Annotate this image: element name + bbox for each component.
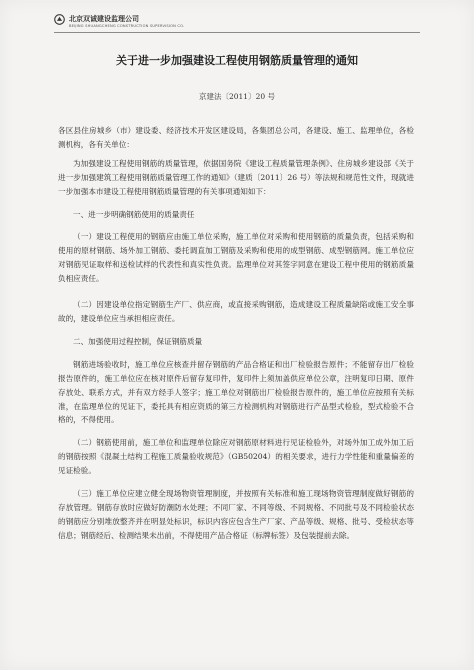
section-heading-2: 二、加强使用过程控制，保证钢筋质量	[73, 336, 203, 346]
section-1-item-2: （二）因建设单位指定钢筋生产厂、供应商，或直接采购钢筋，造成建设工程质量缺陷或施工安全事故的，建设单位应当承担相应责任。	[58, 300, 414, 323]
salutation: 各区县住房城乡（市）建设委、经济技术开发区建设局，各集团总公司，各建设、施工、监理单位，各检测机构，各有关单位：	[58, 126, 414, 149]
section-heading-1: 一、进一步明确钢筋使用的质量责任	[73, 209, 195, 219]
header-divider	[54, 32, 420, 33]
intro-paragraph: 为加强建设工程使用钢筋的质量管理，依据国务院《建设工程质量管理条例》、住房城乡建设部《关于进一步加强建筑工程使用钢筋质量管理工作的通知》（建质〔2011〕26 号）等法规和规范性文件，现就进一步加强本市建设工程使用钢筋质量管理的有关事项通知如下：	[58, 158, 414, 196]
document-body	[58, 124, 414, 543]
company-logo-icon	[54, 14, 65, 25]
company-name: 北京双诚建设监理公司	[69, 15, 139, 23]
section-1-item-1: （一）建设工程使用的钢筋应由施工单位采购，施工单位对采购和使用钢筋的质量负责，包括采购和使用的原材钢筋、场外加工钢筋、委托调直加工钢筋及采购和使用的成型钢筋、成型钢筋网。施工单位应对钢筋见证取样和送检试样的代表性和真实性负责。监理单位对其签字同意在建设工程中使用的钢筋质量负相应责任。	[58, 232, 414, 284]
document-title: 关于进一步加强建设工程使用钢筋质量管理的通知	[116, 54, 358, 67]
document-number: 京建法〔2011〕20 号	[198, 92, 275, 101]
company-name-english: BEIJING SHUANGCHENG CONSTRUCTION SUPERVISION CO.	[69, 24, 185, 28]
section-2-item-1: 钢筋进场验收时，施工单位应核查并留存钢筋的产品合格证和出厂检验报告原件；不能留存出厂检验报告原件的，施工单位应在核对原件后留存复印件，复印件上须加盖供应单位公章，注明复印日期、原件存放处、联系方式，并有双方经手人签字；施工单位对钢筋出厂检验报告原件的，施工单位应按照有关标准，在监理单位的见证下，委托具有相应资质的第三方检测机构对钢筋进行产品型式检验，型式检验不合格的，不得使用。	[58, 359, 414, 425]
section-2-item-3: （三）施工单位应建立健全现场物资管理制度，并按照有关标准和施工现场物资管理制度做好钢筋的存放管理。钢筋存放时应做好防潮防水处理；不同厂家、不同等级、不同规格、不同批号及不同检验状态的钢筋应分别堆放整齐并在明显处标识，标识内容应包含生产厂家、产品等级、规格、批号、受检状态等信息；钢筋经后、检测结果未出前，不得使用产品合格证（标牌标签）及包装提前去除。	[58, 489, 414, 540]
section-2-item-2: （二）钢筋使用前，施工单位和监理单位除应对钢筋原材料进行见证检验外，对场外加工成外加工后的钢筋按照《混凝土结构工程施工质量验收规范》（GB50204）的相关要求，进行力学性能和重量偏差的见证检验。	[58, 438, 414, 476]
